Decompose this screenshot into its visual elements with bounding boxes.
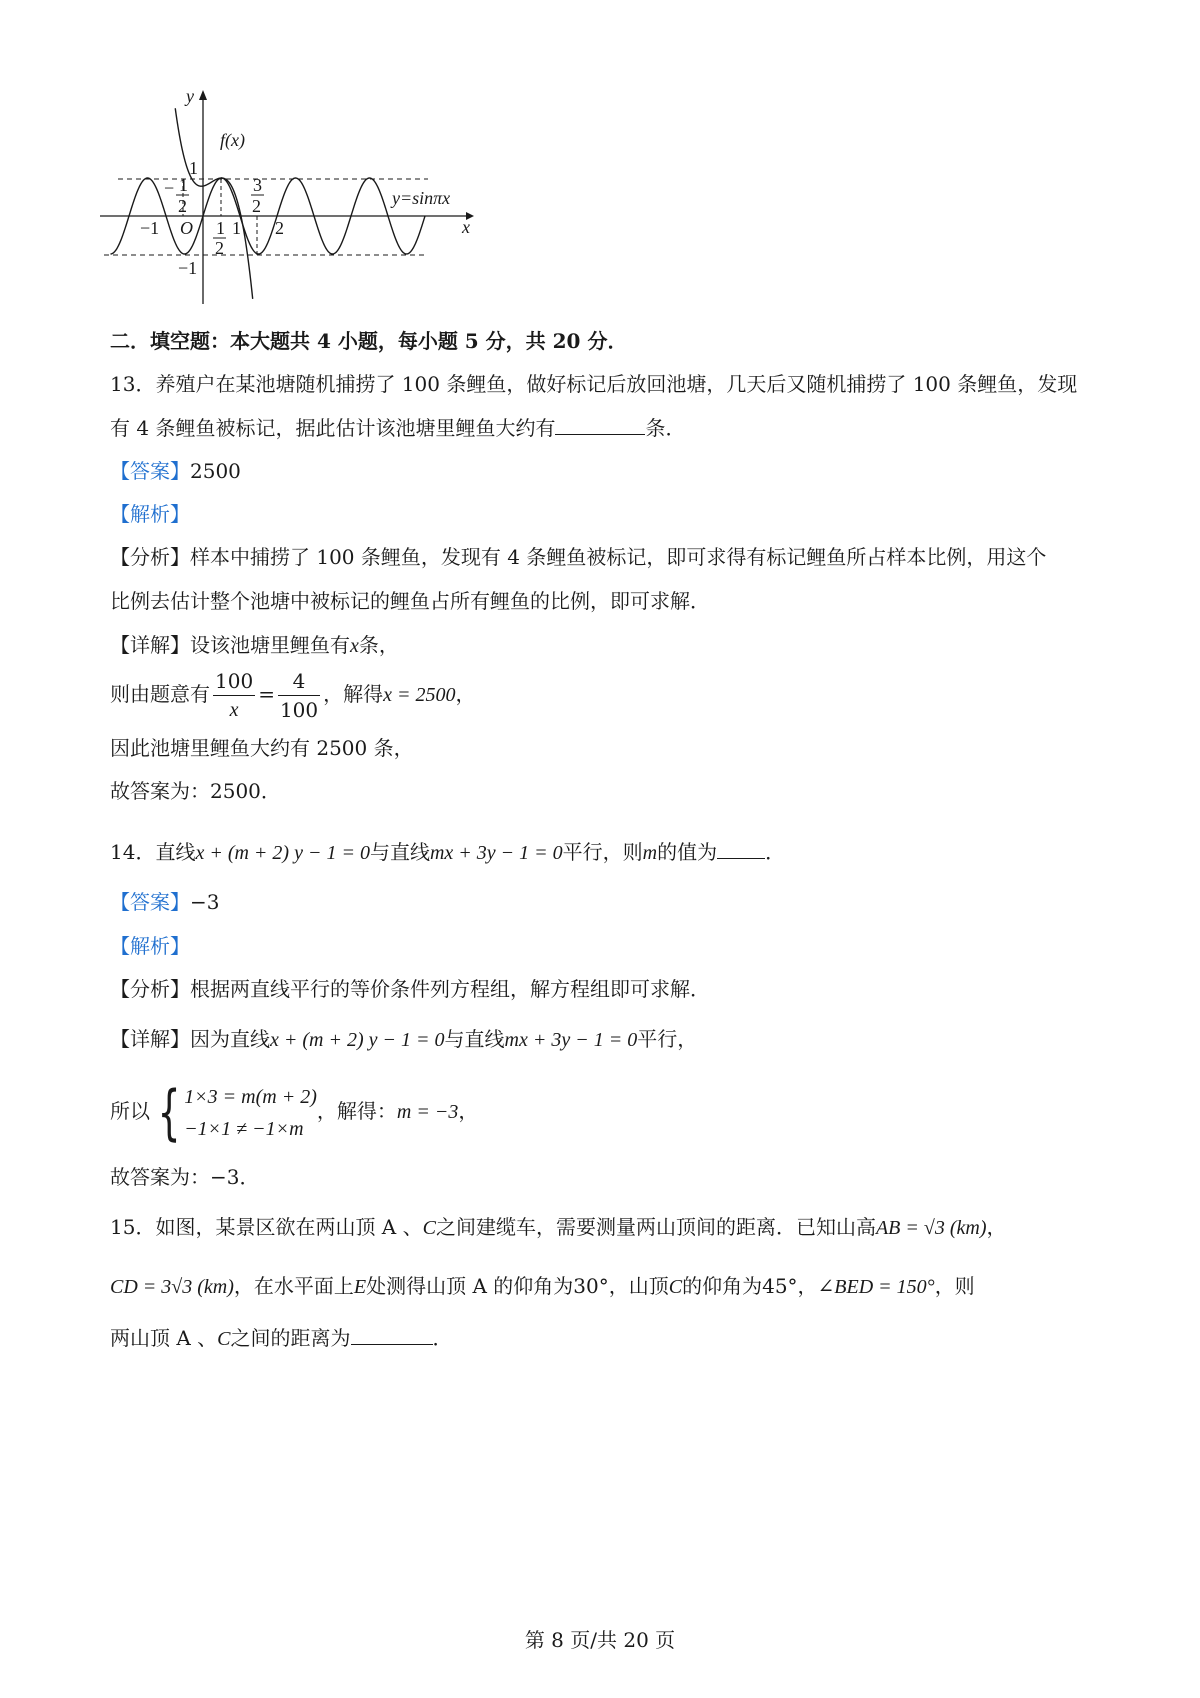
tick-1-x: 1 [232,218,241,238]
q15-line2-mid3: ，山顶 [608,1274,669,1298]
neg-half-sign: − [164,178,175,198]
page-footer: 第 8 页/共 20 页 [524,1628,676,1652]
q13-fenxi-line1 [110,542,1046,572]
q15-C3: C [217,1328,231,1350]
q14-answer [110,887,219,917]
fenxi-tag: 【分析】 [110,545,190,569]
half-num: 1 [216,218,225,238]
q13-final: 故答案为：2500． [110,779,281,803]
q15-line2-mid4: 的仰角为 [682,1274,763,1298]
q15-line2 [110,1271,975,1302]
q15-CD: CD = 3√3 (km) [110,1276,234,1298]
q14-line2-expr: mx + 3y − 1 = 0 [429,842,563,864]
fenxi-text: 样本中捕捞了 100 条鲤鱼，发现有 4 条鲤鱼被标记，即可求得有标记鲤鱼所占样本比例，用这个 [190,545,1047,569]
q15-line3-mid: 之间的距离为 [230,1326,351,1350]
three-half-num: 3 [253,175,262,195]
fraction-4-100: $\frac{4}{100}$ [279,669,319,722]
eq-pre: 则由题意有 [110,682,210,706]
answer-value: 2500 [190,459,241,483]
jiede: ，解得： [316,1099,397,1123]
q15-blank[interactable] [351,1322,433,1345]
y-axis-label: y [186,88,194,106]
q15-line1-end: ， [986,1215,1007,1239]
q13-fenxi-line2: 比例去估计整个池塘中被标记的鲤鱼占所有鲤鱼的比例，即可求解． [110,589,710,613]
y-axis-arrow [199,90,207,100]
q14-stem-mid: 与直线 [369,840,430,864]
equation-system [150,1077,317,1148]
q13-line2-pre: 有 4 条鲤鱼被标记，据此估计该池塘里鲤鱼大约有 [110,416,556,440]
origin-label: O [180,218,193,238]
xiangjie-tag: 【详解】 [110,633,190,657]
q14-stem [110,836,785,868]
eq-solution: x = 2500 [383,684,456,706]
xiangjie-line2-expr: mx + 3y − 1 = 0 [504,1029,638,1051]
tick-2-x: 2 [275,218,284,238]
three-half-den: 2 [252,196,261,216]
q14-analysis-tag: 【解析】 [110,934,190,958]
q15-angle45: 45° [762,1274,798,1298]
xiangjie-tag: 【详解】 [110,1027,190,1051]
xiangjie-var: x [350,635,359,657]
q14-var: m [642,842,658,864]
xiangjie-pre: 因为直线 [190,1027,270,1051]
sin-label: y=sinπx [392,188,451,208]
f-label: f(x) [220,130,245,150]
half-den: 2 [215,238,224,258]
neg-half-num: 1 [179,175,188,195]
q14-system [110,1076,478,1147]
q14-final: 故答案为：−3． [110,1165,260,1189]
eq-equals: = [258,682,275,706]
q13-line1: 13．养殖户在某池塘随机捕捞了 100 条鲤鱼，做好标记后放回池塘，几天后又随机捕捞了 100 条鲤鱼，发现 [110,372,1078,396]
q13-blank[interactable] [555,412,645,435]
answer-value: −3 [190,890,220,914]
q13-xiangjie [110,630,399,661]
system-rows [184,1081,317,1145]
q13-conclusion: 因此池塘里鲤鱼大约有 2500 条， [110,736,414,760]
q15-angleBED: ∠BED = 150° [817,1276,935,1298]
q13-analysis-tag: 【解析】 [110,502,190,526]
q15-line3-end: ． [432,1326,453,1350]
suoyi: 所以 [110,1099,150,1123]
q15-line2-end: ，则 [934,1274,975,1298]
q15-line2-mid5: ， [797,1274,818,1298]
system-row-2: −1×1 ≠ −1×m [184,1117,304,1140]
answer-tag: 【答案】 [110,890,190,914]
q15-angle30: 30° [573,1274,609,1298]
q14-fenxi [110,974,710,1004]
xiangjie-mid: 与直线 [444,1027,505,1051]
q15-C: C [422,1217,436,1239]
tick-neg1-y: −1 [178,258,198,278]
q14-xiangjie [110,1024,697,1055]
q15-line2-mid1: ，在水平面上 [233,1274,354,1298]
q14-stem-mid2: 平行，则 [562,840,643,864]
q15-line3-pre: 两山顶 A 、 [110,1326,218,1350]
q14-stem-post: 的值为 [657,840,718,864]
solution: m = −3 [396,1101,459,1123]
function-graph [100,88,480,338]
q13-line2 [110,412,685,443]
q15-AB: AB = √3 (km) [875,1217,987,1239]
q13-equation [110,664,476,725]
q13-answer [110,456,241,486]
q15-line2-mid2: 处测得山顶 A 的仰角为 [366,1274,574,1298]
xiangjie-post: 平行， [637,1027,698,1051]
x-axis-label: x [462,217,470,237]
q15-line1-mid: 之间建缆车，需要测量两山顶间的距离．已知山高 [435,1215,876,1239]
solution-end: ， [458,1099,479,1123]
q13-line2-post: 条． [645,416,686,440]
eq-mid: ，解得 [323,682,384,706]
fraction-100-x: $\frac{100}{x}$ [215,669,254,721]
q15-line1 [110,1212,1007,1243]
neg-half-den: 2 [178,196,187,216]
q14-blank[interactable] [717,836,765,859]
xiangjie-post: 条， [358,633,399,657]
xiangjie-pre: 设该池塘里鲤鱼有 [190,633,350,657]
fenxi-tag: 【分析】 [110,977,190,1001]
left-brace: { [157,1077,181,1148]
q14-stem-pre: 14．直线 [110,840,196,864]
fenxi-text: 根据两直线平行的等价条件列方程组，解方程组即可求解． [190,977,710,1001]
q15-line3 [110,1322,453,1354]
q15-E: E [353,1276,367,1298]
q14-line1-expr: x + (m + 2) y − 1 = 0 [195,842,370,864]
q15-line1-pre: 15．如图，某景区欲在两山顶 A 、 [110,1215,423,1239]
q15-C2: C [668,1276,683,1298]
eq-end: ， [455,682,476,706]
section-heading: 二．填空题：本大题共 4 小题，每小题 5 分，共 20 分． [110,329,628,353]
tick-neg1-x: −1 [140,218,160,238]
system-row-1: 1×3 = m(m + 2) [184,1085,317,1108]
answer-tag: 【答案】 [110,459,190,483]
xiangjie-line1-expr: x + (m + 2) y − 1 = 0 [270,1029,445,1051]
tick-1-y: 1 [189,158,198,178]
q14-stem-end: ． [765,840,786,864]
